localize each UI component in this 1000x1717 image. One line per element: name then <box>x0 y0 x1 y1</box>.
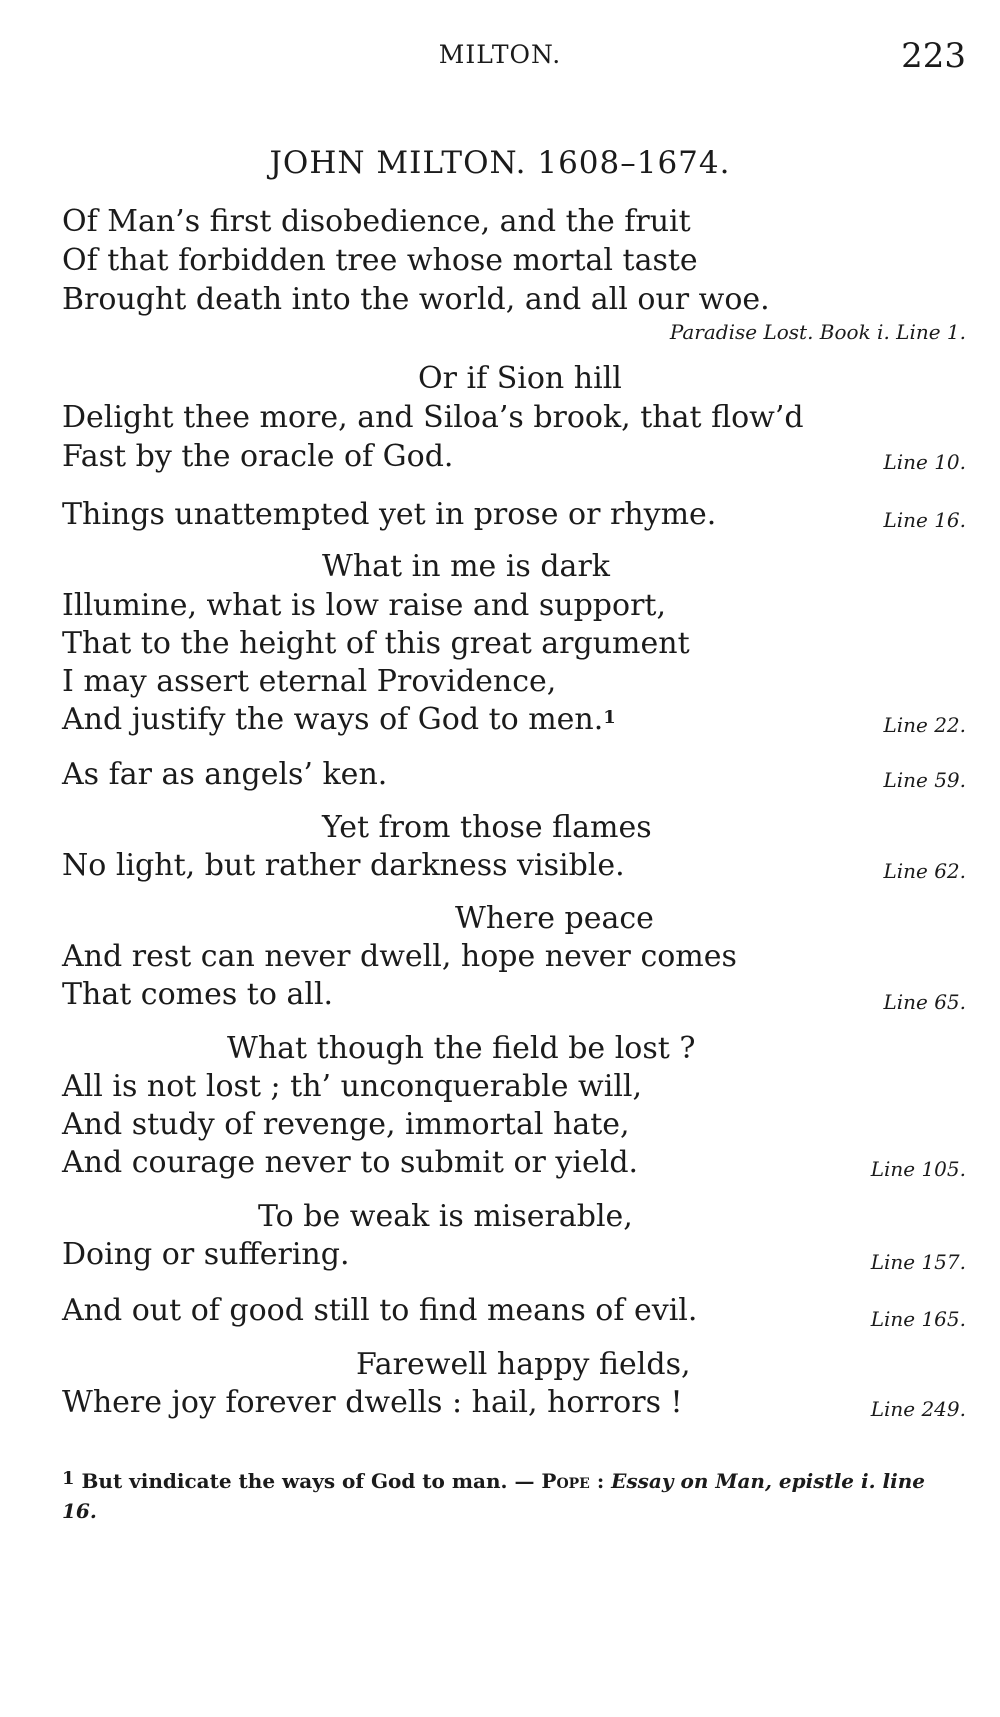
verse-line: That to the height of this great argument <box>62 626 690 661</box>
verse-line: Farewell happy fields, <box>356 1347 691 1382</box>
verse-line: And out of good still to find means of evil. <box>62 1293 698 1328</box>
verse-line: Things unattempted yet in prose or rhyme. <box>62 497 717 532</box>
page-number: 223 <box>901 36 966 76</box>
author-heading: JOHN MILTON. 1608–1674. <box>269 145 731 181</box>
footnote-text: But vindicate the ways of God to man. — <box>81 1469 535 1493</box>
verse-line: Where peace <box>455 901 654 936</box>
verse-line: What though the field be lost ? <box>227 1031 696 1066</box>
running-title: MILTON. <box>438 40 562 69</box>
running-head <box>0 36 1000 76</box>
citation: Line 249. <box>870 1397 966 1421</box>
verse-line: Brought death into the world, and all our woe. <box>62 282 770 317</box>
citation: Line 62. <box>883 859 966 883</box>
footnote-marker: 1 <box>62 1468 75 1489</box>
verse-line: All is not lost ; th’ unconquerable will, <box>62 1069 643 1104</box>
verse-line: Or if Sion hill <box>418 361 622 396</box>
verse-line: Of Man’s first disobedience, and the fruit <box>62 204 691 239</box>
verse-line: Fast by the oracle of God. <box>62 439 454 474</box>
verse-line: And courage never to submit or yield. <box>62 1145 639 1180</box>
verse-line: Of that forbidden tree whose mortal taste <box>62 243 698 278</box>
verse-line: Illumine, what is low raise and support, <box>62 588 666 623</box>
verse-line: Doing or suffering. <box>62 1237 350 1272</box>
citation: Line 10. <box>883 450 966 474</box>
citation: Line 22. <box>883 713 966 737</box>
verse-text: And justify the ways of God to men. <box>62 702 604 737</box>
citation: Line 65. <box>883 990 966 1014</box>
verse-line: Where joy forever dwells : hail, horrors ! <box>62 1385 683 1420</box>
verse-line: And rest can never dwell, hope never comes <box>62 939 737 974</box>
verse-line: Delight thee more, and Siloa’s brook, that flow’d <box>62 400 804 435</box>
verse-line: To be weak is miserable, <box>258 1199 633 1234</box>
verse-line <box>62 701 616 739</box>
verse-line: That comes to all. <box>62 977 334 1012</box>
verse-line: Yet from those flames <box>322 810 652 845</box>
footnote-author: Pope : <box>541 1469 605 1493</box>
verse-line: I may assert eternal Providence, <box>62 664 557 699</box>
citation: Paradise Lost. Book i. Line 1. <box>669 320 966 344</box>
footnote-ref: 1 <box>603 707 616 728</box>
citation: Line 59. <box>883 768 966 792</box>
citation: Line 105. <box>870 1157 966 1181</box>
verse-line: And study of revenge, immortal hate, <box>62 1107 630 1142</box>
footnote <box>62 1466 962 1526</box>
citation: Line 165. <box>870 1307 966 1331</box>
footnote-work: Essay on Man, epistle i. line 16. <box>62 1469 925 1523</box>
verse-line: As far as angels’ ken. <box>62 757 388 792</box>
citation: Line 16. <box>883 508 966 532</box>
citation: Line 157. <box>870 1250 966 1274</box>
verse-line: No light, but rather darkness visible. <box>62 848 625 883</box>
verse-line: What in me is dark <box>322 549 610 584</box>
